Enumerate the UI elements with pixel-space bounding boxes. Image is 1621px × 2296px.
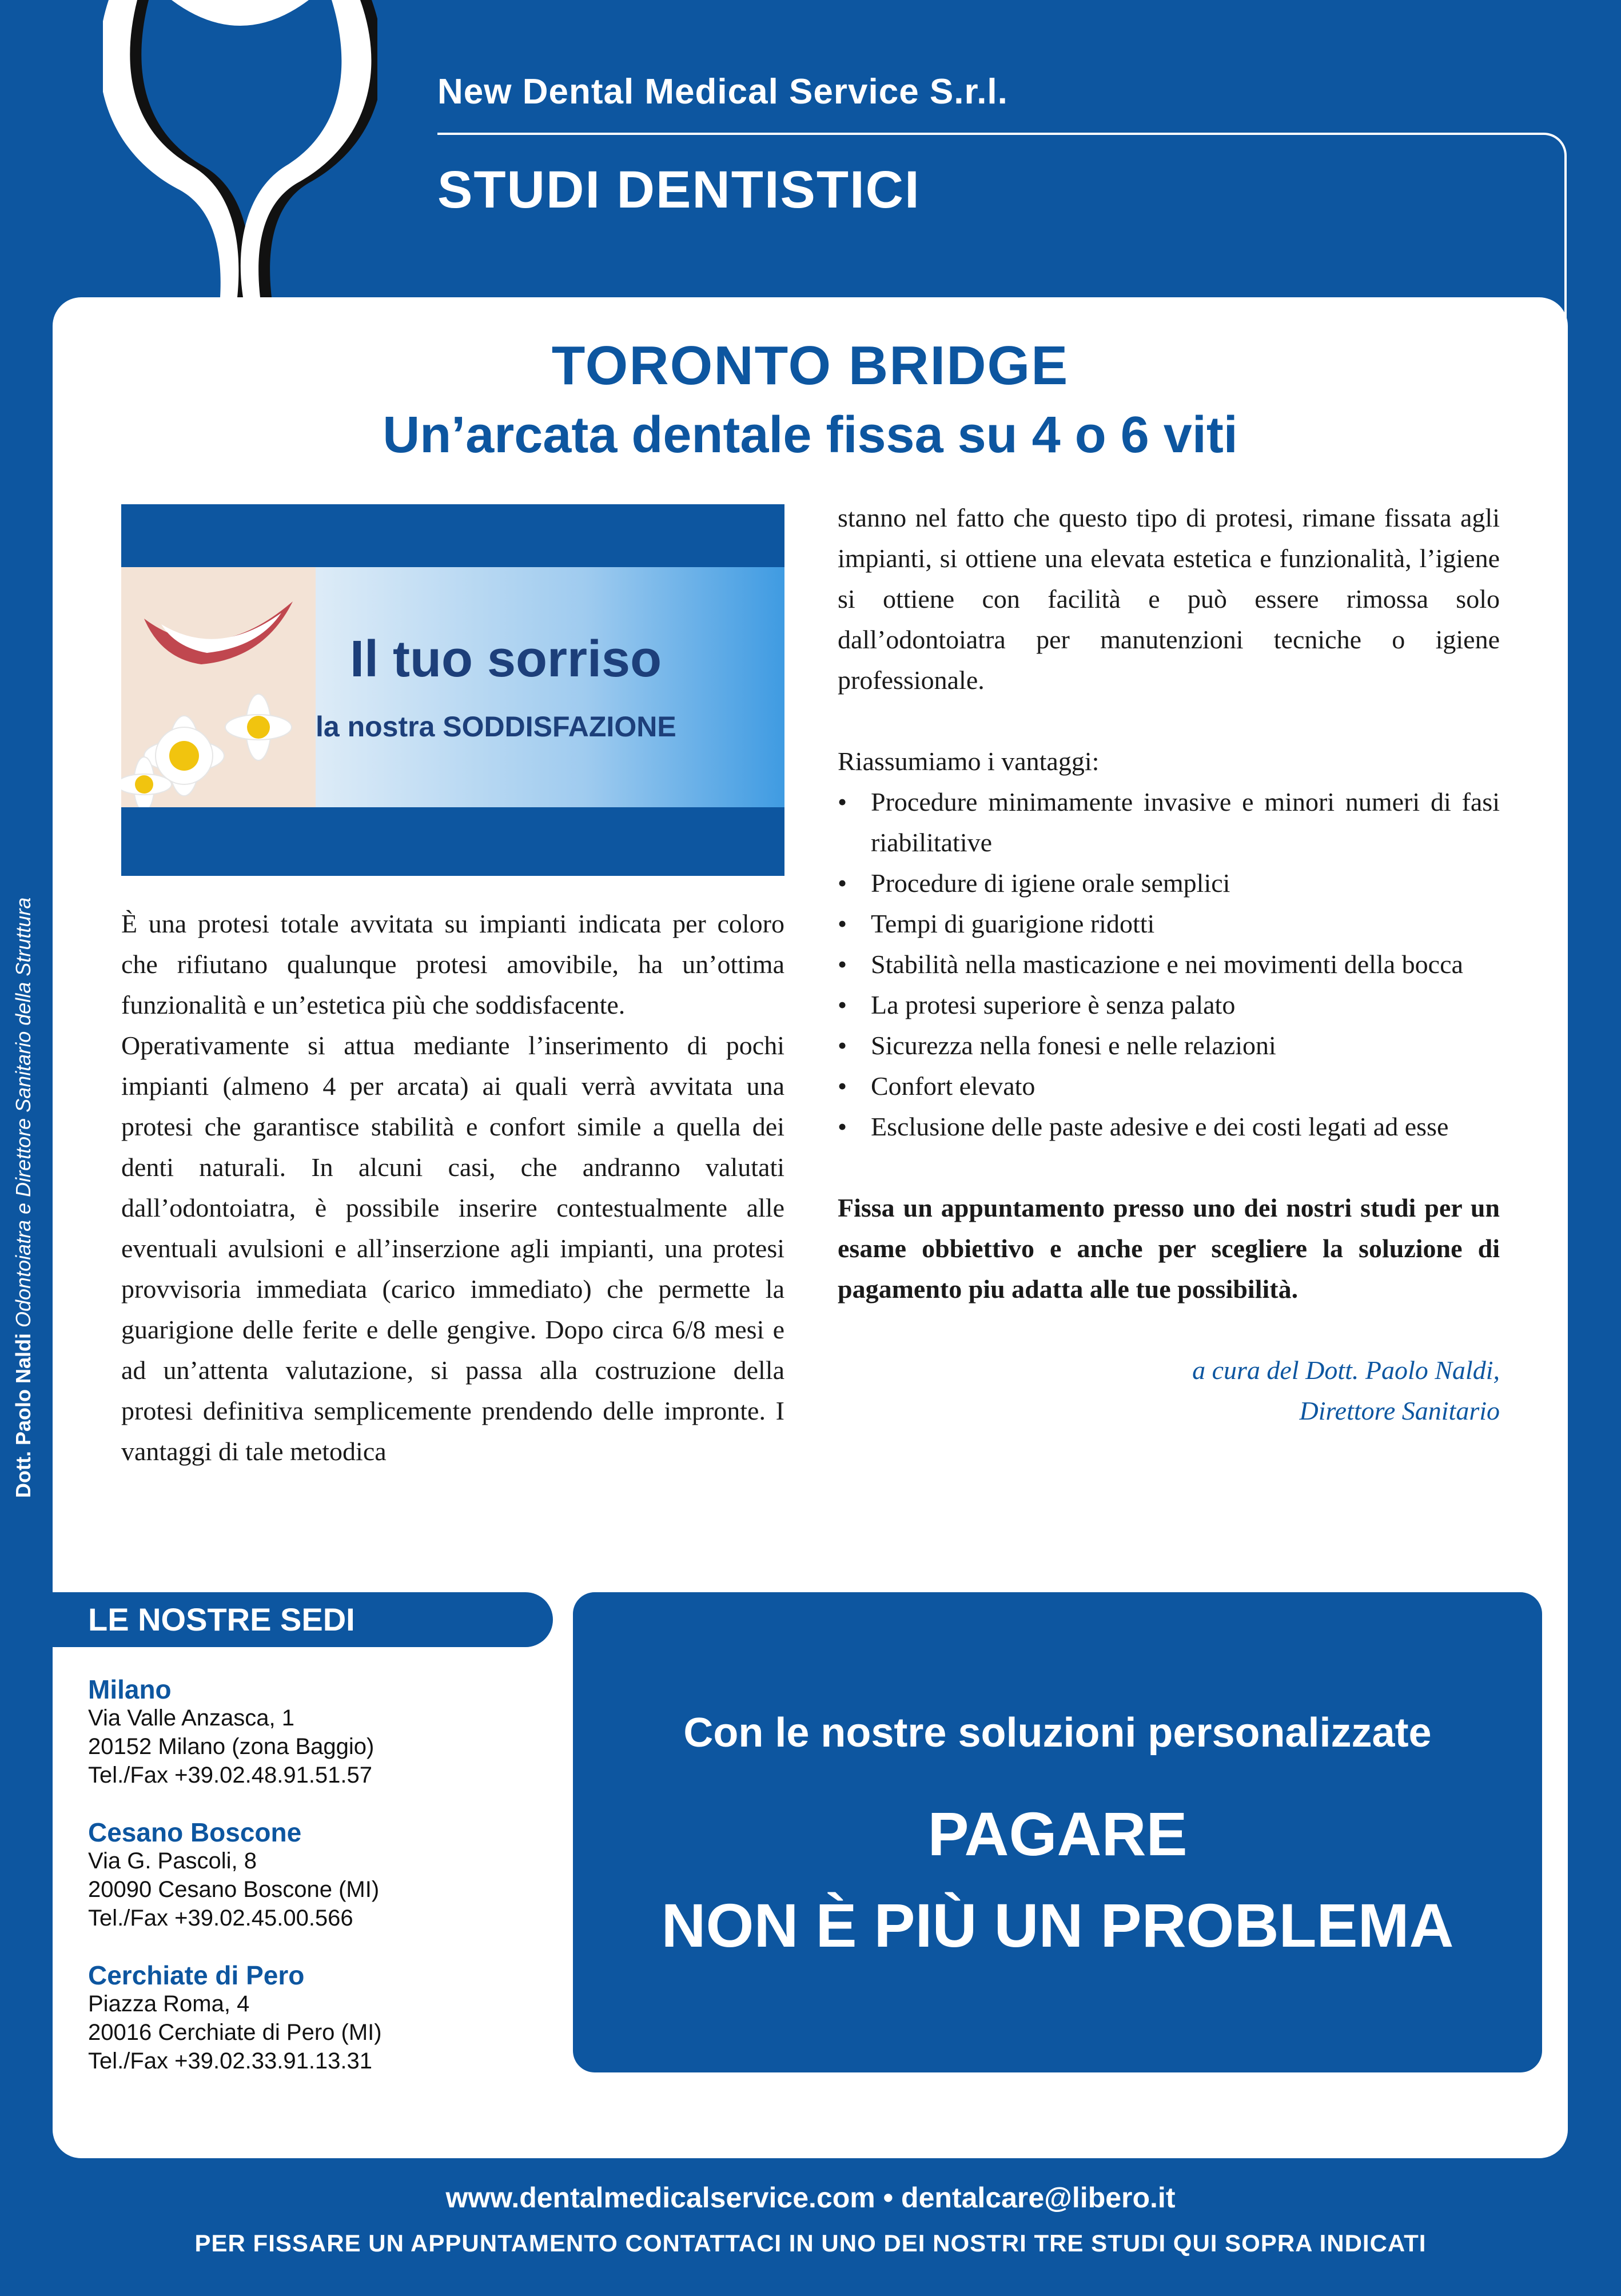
author-role: Direttore Sanitario xyxy=(1299,1396,1500,1425)
article-paragraph: stanno nel fatto che questo tipo di protesi, rimane fissata agli impianti, si ottiene una elevata estetica e funzionalità, l’igiene si ottiene con facilità e può essere rimossa solo dall’odontoiatra per manutenzioni tecniche o igiene professionale. xyxy=(838,503,1500,695)
locations-heading: LE NOSTRE SEDI xyxy=(47,1592,553,1647)
location-address: Piazza Roma, 4 xyxy=(88,1991,250,2016)
page-tagline: STUDI DENTISTICI xyxy=(437,161,921,219)
promo-banner xyxy=(121,504,784,876)
location-name: Milano xyxy=(88,1675,172,1704)
location-address: Via Valle Anzasca, 1 xyxy=(88,1705,294,1731)
list-item: • Esclusione delle paste adesive e dei costi legati ad esse xyxy=(838,1106,1500,1147)
location-cesano-boscone xyxy=(88,1818,379,1932)
list-item: • Tempi di guarigione ridotti xyxy=(838,903,1500,944)
smile-daisy-icon xyxy=(121,567,316,807)
banner-subtitle: la nostra SODDISFAZIONE xyxy=(316,711,676,743)
banner-image xyxy=(121,567,784,807)
credit-name: Dott. Paolo Naldi xyxy=(11,1333,35,1498)
promo-line-2: NON È PIÙ UN PROBLEMA xyxy=(661,1891,1454,1960)
company-name: New Dental Medical Service S.r.l. xyxy=(437,72,1008,111)
location-milano xyxy=(88,1675,374,1789)
location-city: 20152 Milano (zona Baggio) xyxy=(88,1734,375,1759)
article-title: TORONTO BRIDGE xyxy=(551,335,1069,396)
list-item: • Stabilità nella masticazione e nei movimenti della bocca xyxy=(838,944,1500,984)
list-item: • Sicurezza nella fonesi e nelle relazioni xyxy=(838,1025,1500,1066)
sidebar-credit xyxy=(11,789,35,1498)
footer-contacts: www.dentalmedicalservice.com • dentalcare@libero.it xyxy=(445,2182,1176,2214)
promo-subtitle: Con le nostre soluzioni personalizzate xyxy=(683,1710,1432,1756)
list-item: • Procedure di igiene orale semplici xyxy=(838,863,1500,903)
location-phone: Tel./Fax +39.02.48.91.51.57 xyxy=(88,1763,373,1788)
article-subtitle: Un’arcata dentale fissa su 4 o 6 viti xyxy=(383,406,1238,464)
banner-title: Il tuo sorriso xyxy=(350,631,662,688)
location-address: Via G. Pascoli, 8 xyxy=(88,1848,257,1874)
location-cerchiate-di-pero xyxy=(88,1961,382,2075)
credit-role: Odontoiatra e Direttore Sanitario della Struttura xyxy=(11,897,35,1328)
payment-promo xyxy=(573,1592,1542,2072)
article-left-column xyxy=(121,903,784,1472)
call-to-action: Fissa un appuntamento presso uno dei nostri studi per un esame obbiettivo e anche per scegliere la soluzione di pagamento piu adatta alle tue possibilità. xyxy=(838,1193,1500,1304)
author-line: a cura del Dott. Paolo Naldi, xyxy=(1192,1356,1500,1385)
article-paragraph: È una protesi totale avvitata su impianti indicata per coloro che rifiutano qualunque protesi amovibile, ha un’ottima funzionalità e un’estetica più che soddisfacente. xyxy=(121,909,784,1019)
article-paragraph: Operativamente si attua mediante l’inserimento di pochi impianti (almeno 4 per arcata) ai quali verrà avvitata una protesi che garantisce stabilità e confort simile a quella dei denti naturali. In alcuni casi, che andranno valutati dall’odontoiatra, è possibile inserire contestualmente alle eventuali avulsioni e all’inserzione agli impianti, una protesi provvisoria immediata (carico immediato) che permette la guarigione delle ferite e delle gengive. Dopo circa 6/8 mesi e ad un’attenta valutazione, si passa alla costruzione della protesi definitiva semplicemente prendendo delle impronte. I vantaggi di tale metodica xyxy=(121,1031,784,1466)
advantages-list xyxy=(838,782,1500,1147)
promo-line-1: PAGARE xyxy=(927,1799,1188,1868)
location-name: Cesano Boscone xyxy=(88,1817,302,1847)
location-city: 20016 Cerchiate di Pero (MI) xyxy=(88,2020,382,2045)
list-item: • Procedure minimamente invasive e minori numeri di fasi riabilitative xyxy=(838,782,1500,863)
advantages-heading: Riassumiamo i vantaggi: xyxy=(838,747,1100,776)
list-item: • La protesi superiore è senza palato xyxy=(838,984,1500,1025)
location-name: Cerchiate di Pero xyxy=(88,1960,305,1990)
location-city: 20090 Cesano Boscone (MI) xyxy=(88,1877,380,1902)
list-item: • Confort elevato xyxy=(838,1066,1500,1106)
article-right-column xyxy=(838,497,1500,1431)
content-card xyxy=(53,297,1568,2158)
logo-icon xyxy=(103,0,377,303)
location-phone: Tel./Fax +39.02.33.91.13.31 xyxy=(88,2048,373,2074)
location-phone: Tel./Fax +39.02.45.00.566 xyxy=(88,1906,353,1931)
footer-note: PER FISSARE UN APPUNTAMENTO CONTATTACI IN UNO DEI NOSTRI TRE STUDI QUI SOPRA INDICATI xyxy=(194,2230,1427,2257)
